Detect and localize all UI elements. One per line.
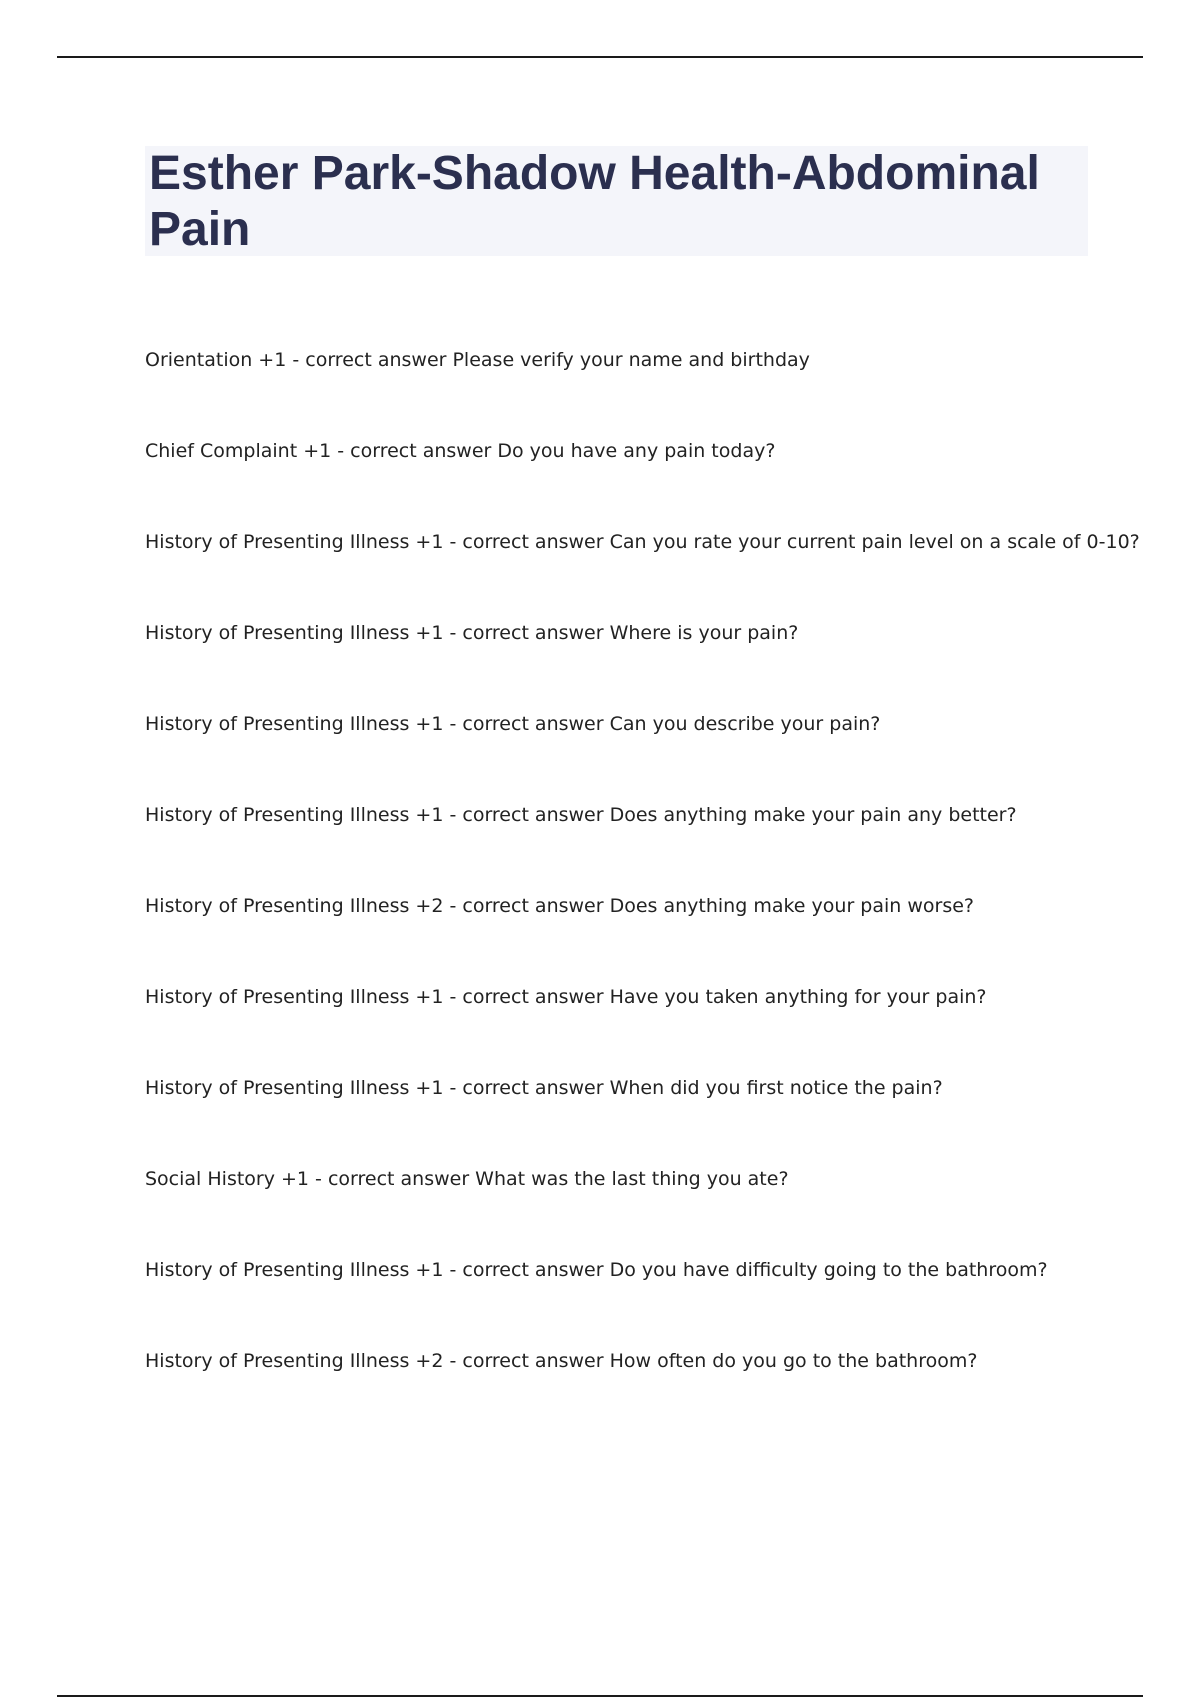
list-item: History of Presenting Illness +2 - correct answer How often do you go to the bathroom?: [145, 1350, 978, 1372]
list-item: History of Presenting Illness +1 - correct answer Do you have difficulty going to the bathroom?: [145, 1259, 1048, 1281]
list-item: History of Presenting Illness +1 - correct answer Have you taken anything for your pain?: [145, 986, 987, 1008]
list-item: History of Presenting Illness +1 - correct answer Can you describe your pain?: [145, 713, 881, 735]
bottom-divider: [57, 1695, 1143, 1697]
list-item: Social History +1 - correct answer What was the last thing you ate?: [145, 1168, 789, 1190]
list-item: History of Presenting Illness +2 - correct answer Does anything make your pain worse?: [145, 895, 975, 917]
list-item: History of Presenting Illness +1 - correct answer Where is your pain?: [145, 622, 799, 644]
title-banner: [145, 146, 1088, 256]
list-item: History of Presenting Illness +1 - correct answer Does anything make your pain any better?: [145, 804, 1017, 826]
list-item: History of Presenting Illness +1 - correct answer When did you first notice the pain?: [145, 1077, 943, 1099]
list-item: History of Presenting Illness +1 - correct answer Can you rate your current pain level on a scale of 0-10?: [145, 531, 1140, 553]
top-divider: [57, 56, 1143, 58]
list-item: Orientation +1 - correct answer Please verify your name and birthday: [145, 349, 810, 371]
qa-list: [145, 346, 1140, 1438]
list-item: Chief Complaint +1 - correct answer Do you have any pain today?: [145, 440, 776, 462]
page-title: Esther Park-Shadow Health-Abdominal Pain: [149, 147, 1040, 256]
